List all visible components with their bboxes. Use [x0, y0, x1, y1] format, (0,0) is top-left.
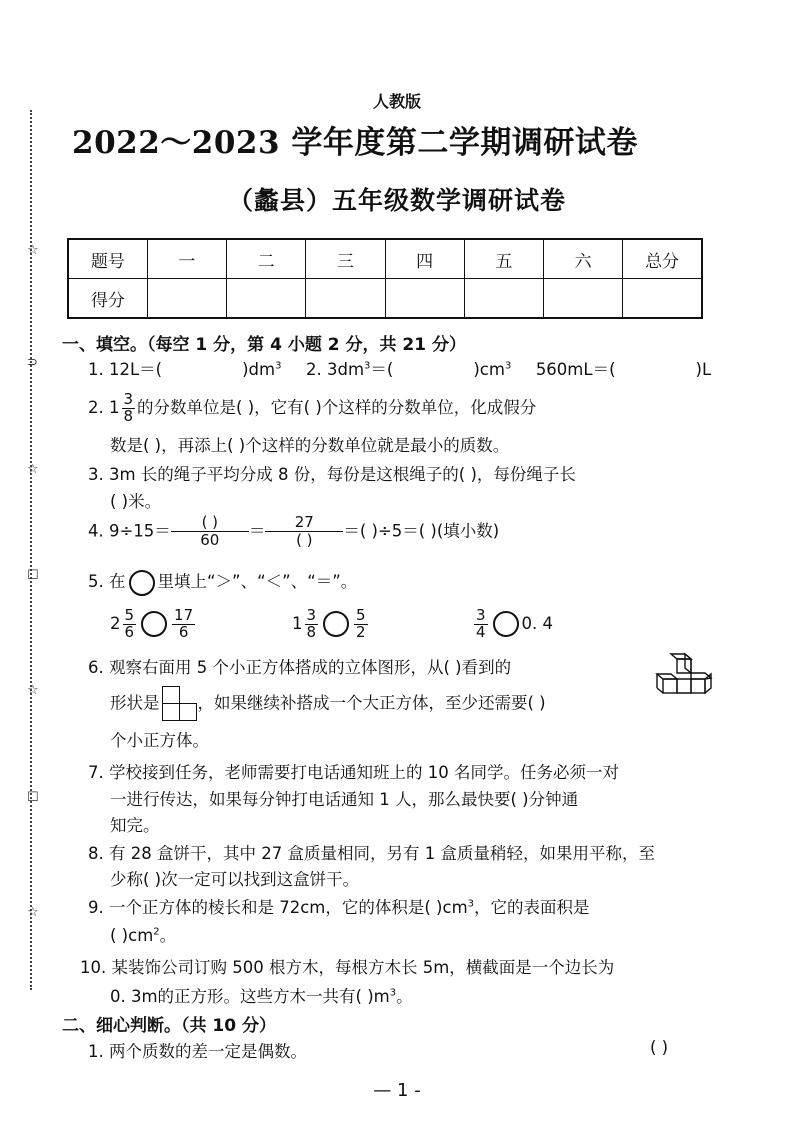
score-cell: 一: [147, 239, 226, 279]
score-blank[interactable]: [227, 279, 306, 319]
question-text: 少称( )次一定可以找到这盒饼干。: [110, 870, 360, 889]
question-text: )cm: [473, 360, 505, 379]
question-text: 5. 在: [88, 572, 126, 591]
mixed-whole: 1: [292, 613, 303, 633]
fraction-denominator: 8: [123, 406, 134, 425]
fraction-numerator: 17: [174, 606, 194, 624]
mixed-fraction: [122, 392, 136, 425]
answer-circle[interactable]: [323, 611, 349, 637]
question-10: 10. 某装饰公司订购 500 根方木，每根方木长 5m，横截面是一个边长为: [80, 958, 615, 977]
question-text: 。: [396, 987, 413, 1006]
page-number: — 1 -: [373, 1080, 421, 1101]
binding-mark: ☐: [27, 568, 39, 583]
question-10-line2: [110, 983, 413, 1007]
question-text: ＝( )÷5＝( )(填小数): [343, 521, 500, 541]
comparison-2: [292, 608, 370, 641]
fraction-denominator: 4: [476, 622, 486, 641]
question-text: )L: [695, 360, 712, 379]
fraction-numerator: 3: [476, 606, 486, 624]
answer-circle[interactable]: [493, 611, 519, 637]
binding-mark: ⊃: [27, 355, 38, 370]
fraction-denominator: ( ): [296, 531, 313, 550]
fraction-denominator: 60: [200, 531, 220, 550]
cube-stack-figure: [655, 652, 713, 696]
question-text: ，如果继续补搭成一个大正方体，至少还需要( ): [197, 693, 546, 713]
mixed-whole: 2: [110, 613, 121, 633]
question-1: [88, 356, 711, 380]
question-text: 知完。: [110, 816, 160, 835]
section-heading: 一、填空。（每空 1 分，第 4 小题 2 分，共 21 分）: [62, 335, 466, 355]
fraction-numerator: 5: [124, 606, 135, 624]
exponent: 3: [364, 360, 371, 372]
fraction-numerator: 3: [306, 606, 317, 624]
binding-mark: ☆: [27, 243, 39, 258]
question-7: 7. 学校接到任务，老师需要打电话通知班上的 10 名同学。任务必须一对: [88, 763, 619, 782]
question-4: [88, 514, 499, 550]
fraction: [305, 608, 319, 641]
question-text: 560mL＝(: [535, 360, 616, 379]
question-5: [88, 568, 357, 596]
fraction: [172, 608, 195, 641]
score-cell: 四: [385, 239, 464, 279]
question-text: 1. 12L＝(: [88, 360, 163, 379]
fraction-denominator: 6: [178, 622, 189, 641]
fraction: [474, 608, 488, 641]
question-3: 3. 3m 长的绳子平均分成 8 份，每份是这根绳子的( )，每份绳子长: [88, 465, 576, 484]
exponent: 3: [467, 898, 475, 910]
fraction: [123, 608, 137, 641]
score-blank[interactable]: [544, 279, 623, 319]
page-title: 2022～2023 学年度第二学期调研试卷: [72, 125, 638, 161]
question-8: 8. 有 28 盒饼干，其中 27 盒质量相同，另有 1 盒质量稍轻，如果用平称，至: [88, 844, 655, 863]
question-text: ＝(: [370, 360, 394, 379]
fraction-numerator: 3: [123, 390, 134, 408]
fraction-denominator: 8: [306, 622, 317, 641]
edition-label: 人教版: [372, 92, 421, 111]
score-blank[interactable]: [385, 279, 464, 319]
score-cell: 五: [464, 239, 543, 279]
exponent: 3: [504, 360, 512, 372]
question-text: 2. 3dm: [305, 360, 365, 379]
answer-circle[interactable]: [129, 570, 155, 596]
question-text: ( )米。: [110, 492, 162, 511]
question-text: 一进行传达，如果每分钟打电话通知 1 人，那么最快要( )分钟通: [110, 790, 579, 809]
question-text: ，它的表面积是: [474, 898, 590, 917]
comparison-3: [472, 608, 553, 641]
fraction-numerator: ( ): [171, 514, 249, 532]
fraction-numerator: 27: [265, 514, 343, 532]
binding-mark: ☆: [27, 462, 39, 477]
question-text: 4. 9÷15＝: [88, 521, 171, 541]
question-9-line2: ( )$cm^2$。: [110, 926, 177, 945]
question-text: 里填上“＞”、“＜”、“＝”。: [157, 572, 358, 591]
score-table-score-row: [68, 279, 702, 319]
fraction: [265, 514, 343, 550]
question-text: 的分数单位是( )，它有( )个这样的分数单位，化成假分: [137, 397, 537, 417]
score-table: [67, 238, 703, 319]
question-9: [88, 894, 590, 918]
score-blank[interactable]: [623, 279, 702, 319]
answer-circle[interactable]: [141, 611, 167, 637]
score-cell: 三: [306, 239, 385, 279]
question-text: )dm: [242, 360, 276, 379]
fraction-denominator: 2: [356, 622, 366, 641]
exponent: 3: [389, 987, 397, 999]
binding-mark: ☆: [27, 683, 39, 698]
score-cell: 题号: [68, 239, 147, 279]
fraction: [354, 608, 368, 641]
fraction-denominator: 6: [124, 622, 135, 641]
question-text: ＝: [248, 521, 266, 541]
score-cell: 六: [544, 239, 623, 279]
score-table-header-row: [68, 239, 702, 279]
question-6-line2: [110, 686, 546, 722]
binding-mark: ☐: [27, 790, 39, 805]
score-blank[interactable]: [306, 279, 385, 319]
question-2: [88, 392, 536, 425]
exponent: 3: [275, 360, 282, 372]
question-text: 0. 3m的正方形。这些方木一共有( )m: [110, 987, 390, 1006]
fraction: [171, 514, 249, 550]
fraction-numerator: 5: [356, 606, 366, 624]
question-text: ( )cm: [110, 926, 154, 945]
page-subtitle: （蠡县）五年级数学调研试卷: [227, 186, 566, 215]
judgement-answer-paren[interactable]: ( ): [650, 1038, 669, 1057]
binding-mark: ☆: [27, 905, 39, 920]
score-cell: 二: [227, 239, 306, 279]
score-blank[interactable]: [147, 279, 226, 319]
score-blank[interactable]: [464, 279, 543, 319]
question-text: 形状是: [110, 693, 160, 713]
question-text: 2. 1: [88, 397, 120, 417]
question-text: 9. 一个正方体的棱长和是 72cm，它的体积是( )cm: [88, 898, 468, 917]
exponent: 2: [153, 926, 160, 938]
score-cell: 得分: [68, 279, 147, 319]
score-cell: 总分: [623, 239, 702, 279]
view-shape-figure: [162, 686, 196, 722]
section-heading: 二、细心判断。（共 10 分）: [62, 1016, 276, 1036]
question-text: 个小正方体。: [110, 731, 209, 750]
binding-line: [30, 110, 44, 990]
question-6: 6. 观察右面用 5 个小正方体搭成的立体图形，从( )看到的: [88, 658, 512, 677]
question-text: 数是( )，再添上( )个这样的分数单位就是最小的质数。: [110, 436, 510, 455]
judgement-question-1: 1. 两个质数的差一定是偶数。: [88, 1042, 307, 1061]
comparison-1: [110, 608, 197, 641]
decimal-value: 0. 4: [521, 613, 554, 633]
